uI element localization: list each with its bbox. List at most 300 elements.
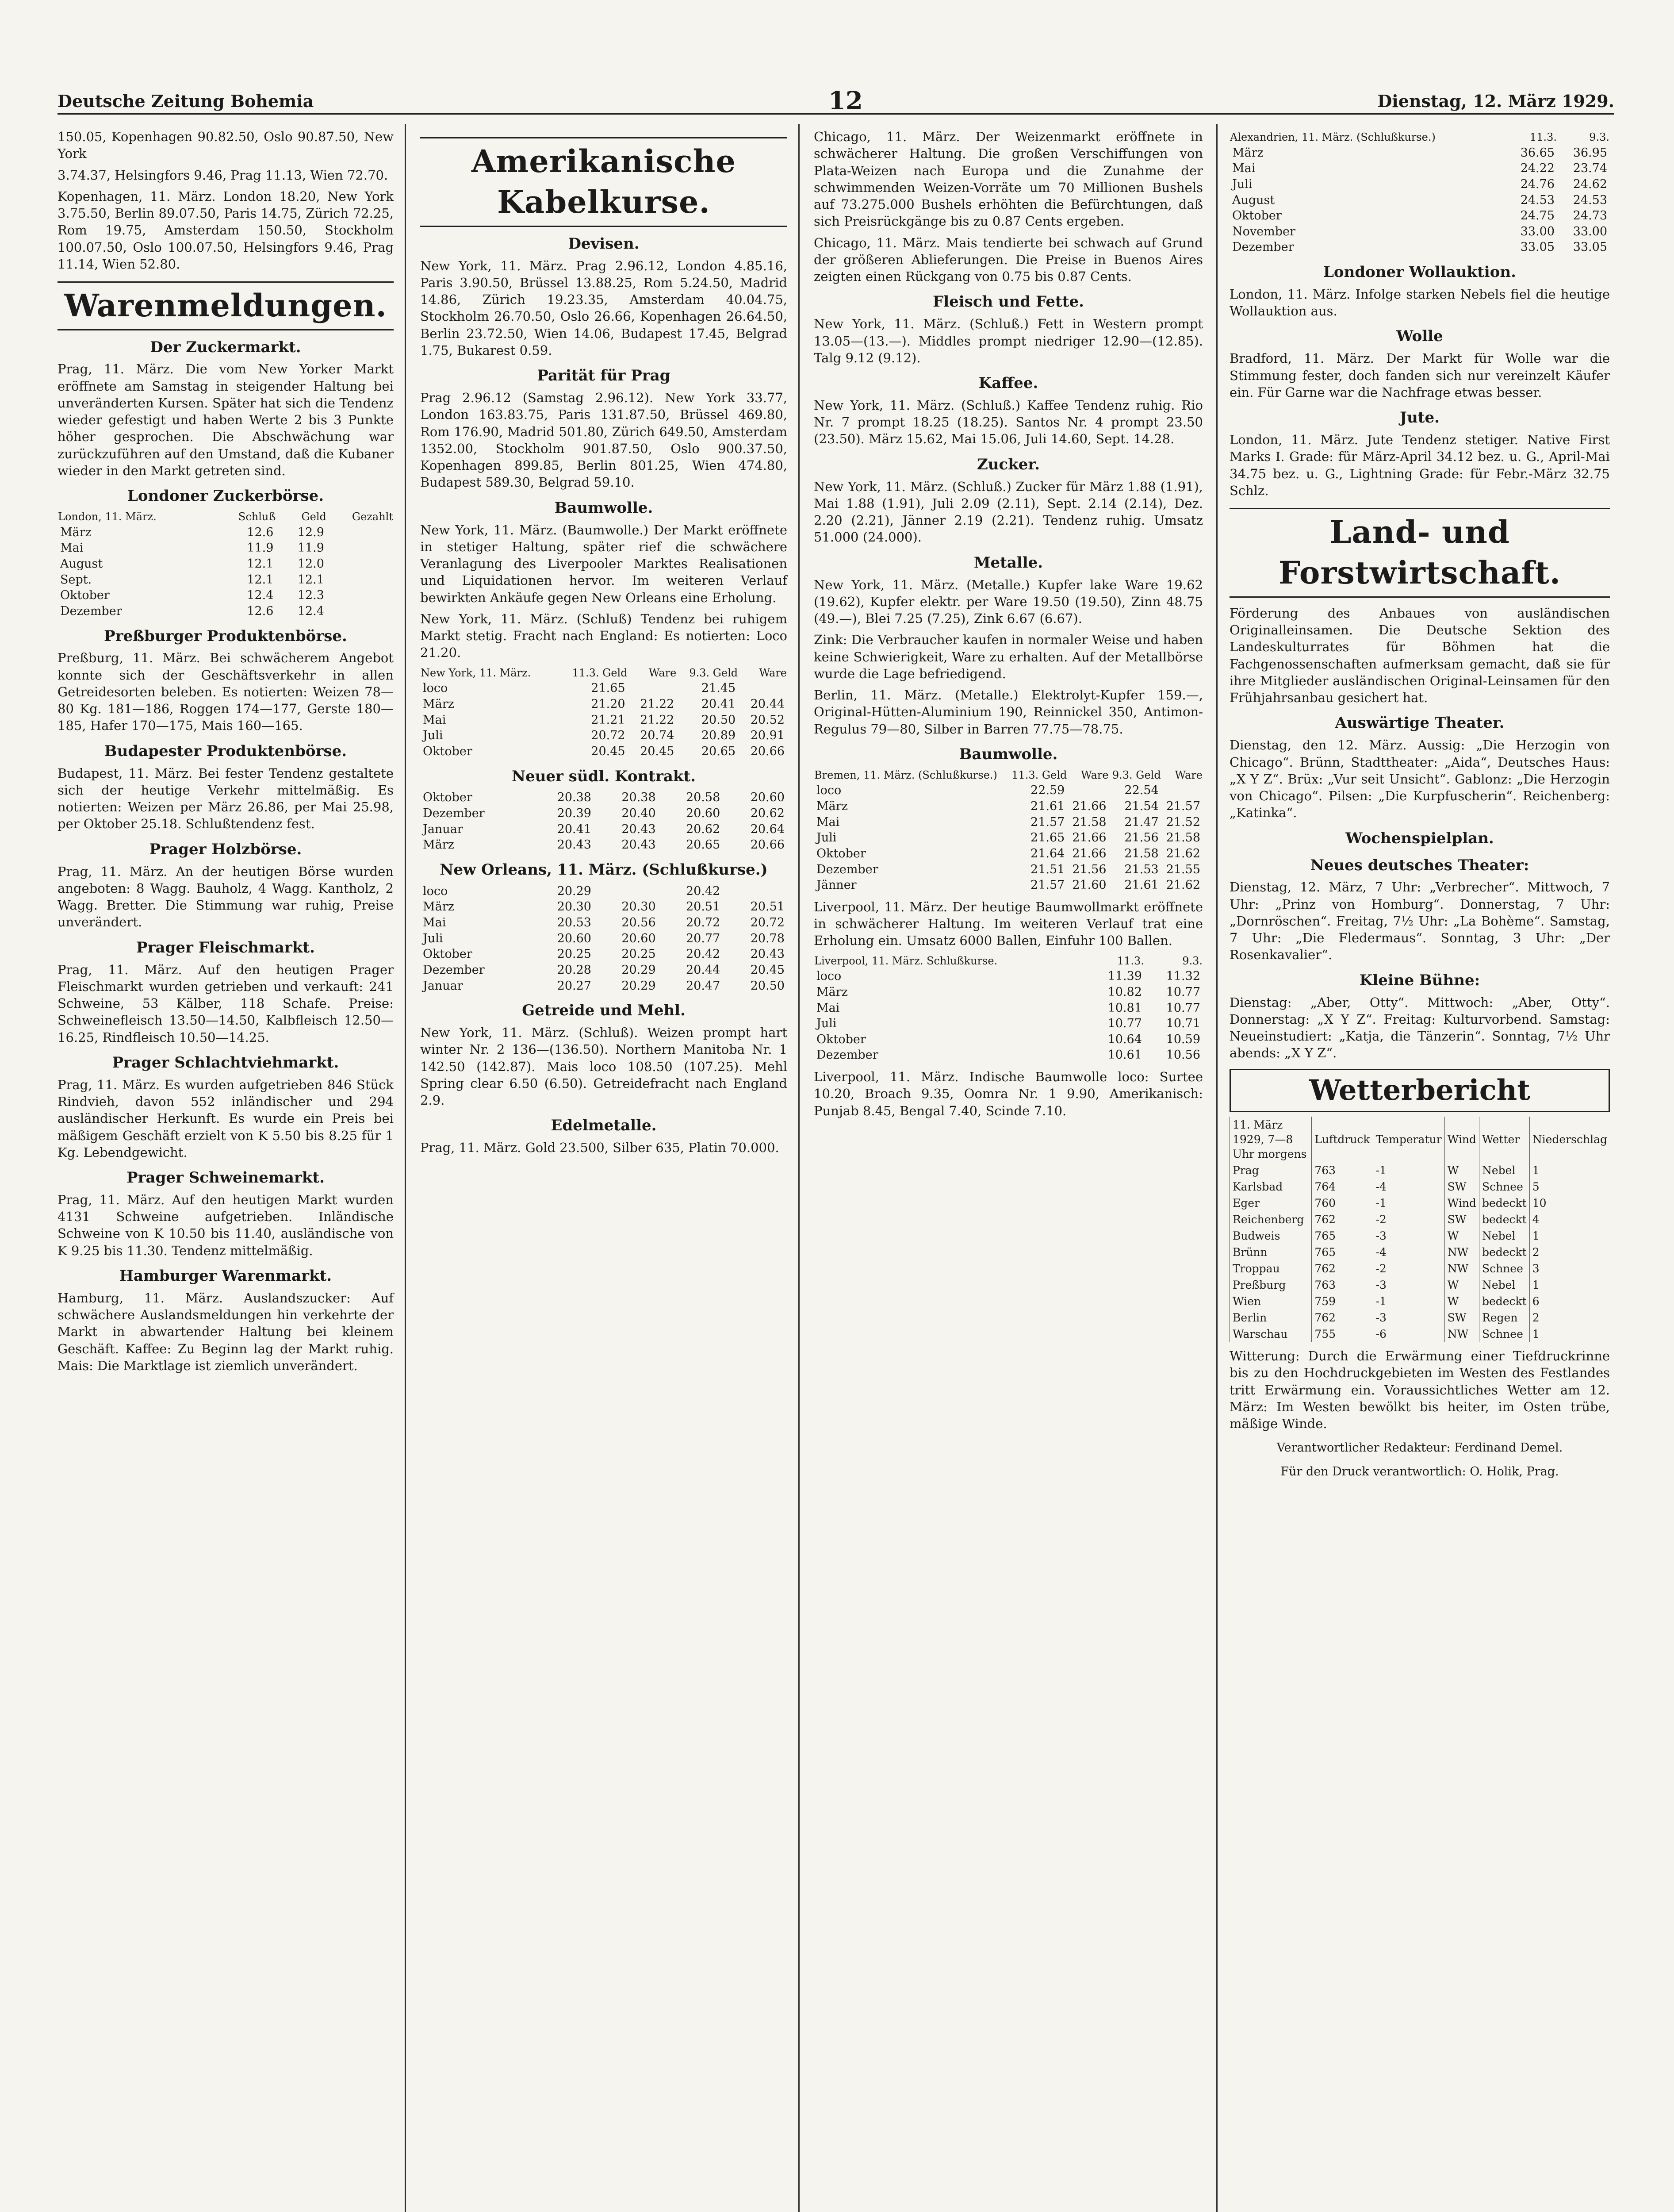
table-cell: 20.30	[621, 900, 656, 914]
table-cell: loco	[816, 783, 842, 798]
table-cell	[1161, 783, 1203, 799]
table-cell: loco	[423, 884, 448, 898]
article-text: Berlin, 11. März. (Metalle.) Elektrolyt-Kupfer 159.—, Original-Hütten-Aluminium 190, Reinnickel 350, Antimon-Regulus 79—80, Silber in Barren 77.75—78.75.	[814, 687, 1203, 737]
table-title: Neuer südl. Kontrakt.	[512, 767, 696, 785]
table-cell: 20.72	[686, 916, 720, 930]
table-cell: 21.65	[591, 681, 625, 695]
column-3	[814, 128, 1203, 1124]
table-cell: 10	[1529, 1195, 1610, 1211]
table-cell: Juli	[816, 831, 837, 845]
table-cell: 20.66	[750, 838, 785, 852]
table-header-row	[1230, 130, 1610, 145]
section-title: Warenmeldungen.	[57, 281, 394, 330]
article-text: Dienstag, den 12. März. Aussig: „Die Herzogin von Chicago“. Brünn, Stadttheater: „Aida“, Deutsches Haus: „X Y Z“. Brüx: „Vur seit Unsicht“. Gablonz: „Die Herzogin von Chicago“. Pilsen: „Die Kurpfuscherin“. Reichenberg: „Katinka“.	[1230, 737, 1610, 821]
table-cell: 20.38	[557, 791, 591, 805]
table-cell: 21.66	[1072, 831, 1107, 845]
table-cell: Dezember	[60, 604, 122, 618]
table-cell: 1	[1529, 1228, 1610, 1244]
table-cell: 20.25	[557, 947, 591, 961]
article-heading: Parität für Prag	[537, 367, 670, 385]
table-row	[420, 728, 787, 744]
article-heading: Wolle	[1396, 327, 1443, 346]
article-text: Preßburg, 11. März. Bei schwächerem Angebot konnte sich der Geschäftsverkehr in allen Getreidesorten beleben. Es notierten: Weizen 78—80 Kg. 181—186, Roggen 174—177, Gerste 180—185, Hafer 170—175, Mais 160—165.	[57, 650, 394, 733]
article-heading: Hamburger Warenmarkt.	[119, 1267, 332, 1285]
column-divider	[405, 124, 406, 2212]
table-header: Gezahlt	[352, 511, 393, 523]
table-cell: Schnee	[1479, 1179, 1529, 1195]
table-cell: Dezember	[816, 1048, 878, 1062]
table-cell: loco	[423, 681, 448, 695]
table-header: Liverpool, 11. März. Schlußkurse.	[814, 954, 998, 967]
table-cell: -3	[1373, 1228, 1444, 1244]
table-cell: 21.21	[591, 713, 625, 727]
table-cell: 20.50	[701, 713, 736, 727]
table-row	[1230, 1244, 1610, 1260]
article-text: Prag 2.96.12 (Samstag 2.96.12). New York 33.77, London 163.83.75, Paris 131.87.50, Brüssel 469.80, Rom 176.90, Madrid 501.80, Zürich 649.50, Amsterdam 1352.00, Stockholm 901.87.50, Oslo 900.37.50, Kopenhagen 899.85, Berlin 801.25, Wien 474.80, Budapest 589.30, Belgrad 59.10.	[420, 390, 787, 490]
table-cell: 20.41	[701, 697, 736, 711]
table-cell: -6	[1373, 1326, 1444, 1342]
table-cell: SW	[1444, 1211, 1479, 1228]
table-cell: Juli	[423, 931, 443, 945]
table-cell: 21.45	[701, 681, 736, 695]
table-cell: 20.74	[640, 729, 674, 743]
table-cell: Mai	[1232, 161, 1256, 176]
page-number: 12	[828, 86, 863, 115]
table-cell: März	[423, 838, 454, 852]
table-row	[814, 877, 1203, 893]
table-cell	[1067, 783, 1109, 799]
table-cell: 20.60	[686, 806, 720, 821]
masthead-name: Deutsche Zeitung Bohemia	[57, 91, 314, 111]
weather-table	[1230, 1117, 1610, 1342]
article-text: New York, 11. März. (Schluß.) Zucker für März 1.88 (1.91), Mai 1.88 (1.91), Juli 2.09 (2.11), Sept. 2.14 (2.14), Dez. 2.20 (2.21), Jänner 2.19 (2.21). Tendenz ruhig. Umsatz 51.000 (24.000).	[814, 479, 1203, 545]
column-divider	[798, 124, 800, 2212]
table-cell: Oktober	[423, 947, 472, 961]
table-cell: 21.66	[1072, 846, 1107, 860]
table-cell: -3	[1373, 1310, 1444, 1326]
table-cell: Oktober	[423, 791, 472, 805]
table-cell: 21.61	[1124, 878, 1159, 892]
table-cell: März	[816, 799, 848, 814]
article-heading: Edelmetalle.	[551, 1117, 657, 1135]
table-cell: 20.44	[750, 697, 785, 711]
table-header-row	[814, 768, 1203, 783]
table-cell: 3	[1529, 1260, 1610, 1277]
article-heading: Zucker.	[977, 455, 1040, 473]
table-header-row	[57, 510, 394, 525]
issue-date: Dienstag, 12. März 1929.	[1377, 91, 1614, 111]
table-cell: 21.58	[1124, 846, 1159, 860]
sugar-quotes-table	[57, 510, 394, 619]
table-cell: 24.53	[1573, 193, 1607, 207]
table-header: 11.3. Geld	[572, 666, 628, 679]
table-cell: 20.27	[557, 979, 591, 993]
table-cell	[327, 525, 394, 541]
table-cell: 20.60	[750, 791, 785, 805]
table-header: Ware	[1081, 768, 1109, 781]
table-row	[57, 525, 394, 541]
table-cell: -4	[1373, 1179, 1444, 1195]
table-cell: 10.81	[1107, 1001, 1142, 1015]
cotton-quotes-table	[420, 666, 787, 760]
table-cell	[327, 572, 394, 588]
table-cell: 10.82	[1107, 985, 1142, 999]
article-text: Dienstag, 12. März, 7 Uhr: „Verbrecher“. Mittwoch, 7 Uhr: „Prinz von Homburg“. Donnerstag, 7 Uhr: „Dornröschen“. Freitag, 7½ Uhr: „La Bohème“. Samstag, 7 Uhr: „Die Fledermaus“. Sonntag, 3 Uhr: „Der Rosenkavalier“.	[1230, 879, 1610, 963]
table-cell: 20.43	[621, 838, 656, 852]
table-cell: 21.55	[1166, 862, 1200, 876]
table-cell: Dezember	[1232, 240, 1294, 254]
table-header: 9.3. Geld	[689, 666, 738, 679]
table-cell: Oktober	[816, 846, 866, 860]
table-cell	[327, 540, 394, 556]
table-cell: März	[423, 697, 454, 711]
table-cell: 20.66	[750, 744, 785, 758]
table-cell: Mai	[816, 815, 840, 829]
table-cell: W	[1444, 1277, 1479, 1293]
table-header: Temperatur	[1373, 1117, 1444, 1162]
exchange-rates-text: 150.05, Kopenhagen 90.82.50, Oslo 90.87.50, New York	[57, 129, 394, 161]
table-row	[814, 968, 1203, 984]
article-text: New York, 11. März. (Baumwolle.) Der Markt eröffnete in stetiger Haltung, später rief die schwächere Veranlagung des Liverpooler Marktes Realisationen und Liquidationen hervor. Im weiteren Verlauf bewirkten Ankäufe gegen New Orleans eine Erholung.	[420, 522, 787, 605]
article-text: Prag, 11. März. An der heutigen Börse wurden angeboten: 8 Wagg. Bauholz, 4 Wagg. Kantholz, 2 Wagg. Bretter. Die Stimmung war ruhig, Preise unverändert.	[57, 864, 394, 930]
table-cell: NW	[1444, 1260, 1479, 1277]
table-cell: 20.29	[557, 884, 591, 898]
table-cell: bedeckt	[1479, 1244, 1529, 1260]
table-row	[1230, 224, 1610, 240]
table-row	[1230, 1293, 1610, 1310]
table-cell: 20.40	[621, 806, 656, 821]
table-cell: 21.56	[1072, 862, 1107, 876]
table-row	[1230, 1179, 1610, 1195]
article-text: New York, 11. März. (Schluß.) Fett in Western prompt 13.05—(13.—). Middles prompt niedriger 12.90—(12.85). Talg 9.12 (9.12).	[814, 316, 1203, 365]
table-cell: 20.44	[686, 963, 720, 977]
table-row	[814, 862, 1203, 878]
table-row	[420, 696, 787, 712]
table-row	[1230, 1162, 1610, 1179]
table-cell: 24.73	[1573, 209, 1607, 223]
table-cell: 4	[1529, 1211, 1610, 1228]
table-cell: 20.65	[686, 838, 720, 852]
table-cell: 10.56	[1166, 1048, 1200, 1062]
table-cell: NW	[1444, 1244, 1479, 1260]
table-row	[1230, 192, 1610, 208]
table-header: Alexandrien, 11. März. (Schlußkurse.)	[1230, 131, 1436, 143]
article-heading: Prager Schlachtviehmarkt.	[112, 1053, 339, 1071]
table-cell: 20.45	[640, 744, 674, 758]
table-row	[814, 1032, 1203, 1048]
table-cell: Preßburg	[1230, 1277, 1312, 1293]
exchange-rates-text: 3.74.37, Helsingfors 9.46, Prag 11.13, Wien 72.70.	[57, 167, 388, 183]
table-cell: 24.62	[1573, 177, 1607, 191]
article-text: Förderung des Anbaues von ausländischen Originalleinsamen. Die Deutsche Sektion des Landeskulturrates für Böhmen hat die Fachgenossenschaften aufmerksam gemacht, daß sie für ihre Mitglieder ausländischen Original-Leinsamen für den Frühjahrsanbau gesichert hat.	[1230, 605, 1610, 706]
table-cell: 21.60	[1072, 878, 1107, 892]
table-cell: Reichenberg	[1230, 1211, 1312, 1228]
table-cell: 21.66	[1072, 799, 1107, 814]
table-row	[420, 931, 787, 947]
table-cell: 21.57	[1030, 815, 1065, 829]
table-cell: 21.53	[1124, 862, 1159, 876]
table-cell: 12.1	[247, 557, 274, 571]
article-subheading: Neues deutsches Theater:	[1310, 856, 1529, 874]
table-cell: 20.50	[750, 979, 785, 993]
table-cell: 10.71	[1166, 1017, 1200, 1031]
table-cell: Dezember	[423, 806, 485, 821]
table-cell: Jänner	[816, 878, 857, 892]
table-cell: Januar	[423, 979, 463, 993]
table-header: Geld	[301, 511, 326, 523]
table-cell: 10.64	[1107, 1032, 1142, 1046]
table-cell: 20.77	[686, 931, 720, 945]
article-text: Prag, 11. März. Auf den heutigen Markt wurden 4131 Schweine aufgetrieben. Inländische Schweine von K 10.50 bis 11.40, ausländische von K 9.25 bis 11.30. Tendenz mittelmäßig.	[57, 1192, 394, 1258]
table-row	[814, 1047, 1203, 1063]
table-cell	[738, 680, 787, 696]
article-heading: Metalle.	[973, 553, 1043, 572]
article-text: New York, 11. März. (Schluß.) Kaffee Tendenz ruhig. Rio Nr. 7 prompt 18.25 (18.25). Santos Nr. 4 prompt 23.50 (23.50). März 15.62, Mai 15.06, Juli 14.60, Sept. 14.28.	[814, 397, 1203, 447]
table-cell: 762	[1312, 1211, 1373, 1228]
table-cell: 10.77	[1107, 1017, 1142, 1031]
article-heading: Der Zuckermarkt.	[150, 338, 301, 356]
liverpool-table	[814, 954, 1203, 1063]
table-row	[420, 962, 787, 978]
table-cell: März	[423, 900, 454, 914]
table-row	[57, 603, 394, 619]
table-cell: 20.52	[750, 713, 785, 727]
table-row	[814, 1016, 1203, 1032]
table-cell: 20.43	[557, 838, 591, 852]
table-cell: 755	[1312, 1326, 1373, 1342]
table-row	[1230, 1195, 1610, 1211]
exchange-rates-text: Kopenhagen, 11. März. London 18.20, New York 3.75.50, Berlin 89.07.50, Paris 14.75, Zürich 72.25, Rom 19.75, Amsterdam 150.50, Stockholm 100.07.50, Oslo 100.07.50, Helsingfors 9.46, Prag 11.14, Wien 52.80.	[57, 188, 394, 272]
table-cell: 20.29	[621, 963, 656, 977]
table-cell: 33.05	[1573, 240, 1607, 254]
article-heading: Jute.	[1400, 409, 1440, 427]
table-cell: 21.57	[1030, 878, 1065, 892]
table-cell	[327, 556, 394, 572]
article-text: Budapest, 11. März. Bei fester Tendenz gestaltete sich der heutige Verkehr mittelmäßig. Es notierten: Weizen per März 26.86, per Mai 25.98, per Oktober 25.18. Schlußtendenz fest.	[57, 765, 394, 832]
table-cell: 20.91	[750, 729, 785, 743]
table-header: Luftdruck	[1312, 1117, 1373, 1162]
southern-contract-table	[420, 790, 787, 853]
table-cell: 20.47	[686, 979, 720, 993]
table-cell: 21.52	[1166, 815, 1200, 829]
table-cell: 20.28	[557, 963, 591, 977]
article-text: New York, 11. März. Prag 2.96.12, London 4.85.16, Paris 3.90.50, Brüssel 13.88.25, Rom 5.24.50, Madrid 14.86, Zürich 19.23.35, Amsterdam 40.04.75, Stockholm 26.70.50, Oslo 26.66, Kopenhagen 26.64.50, Berlin 23.72.50, Wien 14.06, Budapest 17.45, Belgrad 1.75, Bukarest 0.59.	[420, 258, 787, 358]
table-cell	[723, 883, 787, 899]
table-cell: 20.42	[686, 884, 720, 898]
table-row	[420, 712, 787, 728]
table-cell: 33.00	[1520, 224, 1555, 238]
article-text: Bradford, 11. März. Der Markt für Wolle war die Stimmung fester, doch fanden sich nur vereinzelt Käufer ein. Für Garne war die Nachfrage etwas besser.	[1230, 351, 1610, 400]
table-row	[814, 814, 1203, 830]
table-cell: 764	[1312, 1179, 1373, 1195]
table-cell: 12.1	[247, 572, 274, 587]
table-header: Schluß	[238, 511, 276, 523]
page-header	[57, 88, 1614, 115]
table-row	[1230, 1310, 1610, 1326]
table-title: New Orleans, 11. März. (Schlußkurse.)	[440, 860, 768, 879]
table-cell: 24.76	[1520, 177, 1555, 191]
table-cell: Oktober	[423, 744, 472, 758]
table-header: 9.3.	[1589, 131, 1609, 143]
table-header: 11.3.	[1117, 954, 1144, 967]
table-cell: Juli	[1232, 177, 1253, 191]
table-cell: Warschau	[1230, 1326, 1312, 1342]
table-row	[420, 915, 787, 931]
section-title: Land- und Forstwirtschaft.	[1230, 508, 1610, 598]
table-cell: 12.4	[297, 604, 324, 618]
article-subheading: Kleine Bühne:	[1359, 971, 1480, 989]
table-row	[420, 837, 787, 853]
table-cell: 22.59	[1030, 783, 1065, 798]
table-cell: Schnee	[1479, 1260, 1529, 1277]
table-row	[420, 899, 787, 915]
table-cell: 12.4	[247, 588, 274, 603]
table-cell: 21.57	[1166, 799, 1200, 814]
table-cell: 21.22	[640, 697, 674, 711]
table-cell: November	[1232, 224, 1295, 238]
table-cell: 24.53	[1520, 193, 1555, 207]
table-header-row	[814, 954, 1203, 969]
article-heading: Preßburger Produktenbörse.	[104, 627, 347, 645]
table-cell: 21.22	[640, 713, 674, 727]
article-text: Chicago, 11. März. Der Weizenmarkt eröffnete in schwächerer Haltung. Die großen Verschiffungen von Plata-Weizen nach Europa und die Zunahme der schwimmenden Weizen-Vorräte um 70 Millionen Bushels auf 73.275.000 Bushels erhöhten die Befürchtungen, daß sich Preisrückgänge bis zu 0.87 Cents ergeben.	[814, 129, 1203, 229]
table-cell: 20.62	[686, 822, 720, 836]
table-cell: 21.62	[1166, 878, 1200, 892]
table-cell: Dezember	[423, 963, 485, 977]
table-cell: 10.61	[1107, 1048, 1142, 1062]
table-cell: 22.54	[1124, 783, 1159, 798]
table-header: Ware	[1175, 768, 1203, 781]
table-row	[420, 946, 787, 962]
table-cell: 21.58	[1072, 815, 1107, 829]
table-cell: 20.72	[750, 916, 785, 930]
table-cell: 765	[1312, 1244, 1373, 1260]
table-cell	[327, 588, 394, 603]
editor-credit: Verantwortlicher Redakteur: Ferdinand Demel.	[1276, 1441, 1563, 1455]
table-header: Wetter	[1479, 1117, 1529, 1162]
table-cell: 1	[1529, 1326, 1610, 1342]
table-row	[420, 978, 787, 994]
table-cell: 12.9	[297, 525, 324, 539]
article-heading: Devisen.	[568, 234, 640, 253]
table-cell: 20.30	[557, 900, 591, 914]
table-cell: SW	[1444, 1179, 1479, 1195]
table-cell: 21.54	[1124, 799, 1159, 814]
table-cell: -2	[1373, 1211, 1444, 1228]
weather-report-title: Wetterbericht	[1230, 1069, 1610, 1112]
table-cell: Juli	[816, 1017, 837, 1031]
table-row	[814, 1000, 1203, 1016]
table-cell: Prag	[1230, 1162, 1312, 1179]
column-4	[1230, 128, 1610, 1480]
table-row	[1230, 208, 1610, 224]
table-cell	[628, 680, 677, 696]
table-cell: Wind	[1444, 1195, 1479, 1211]
table-cell: 765	[1312, 1228, 1373, 1244]
article-text: Prag, 11. März. Auf den heutigen Prager Fleischmarkt wurden getrieben und verkauft: 241 Schweine, 53 Kälber, 118 Schafe. Preise: Schweinefleisch 13.50—14.50, Kalbfleisch 12.50—16.25, Rindfleisch 10.50—14.25.	[57, 962, 394, 1045]
table-cell: Mai	[816, 1001, 840, 1015]
table-cell: bedeckt	[1479, 1211, 1529, 1228]
table-header: New York, 11. März.	[421, 666, 531, 679]
table-row	[814, 846, 1203, 862]
table-cell: bedeckt	[1479, 1195, 1529, 1211]
table-header: Ware	[759, 666, 787, 679]
table-cell: W	[1444, 1293, 1479, 1310]
table-header: 9.3.	[1182, 954, 1203, 967]
table-row	[420, 806, 787, 822]
table-row	[814, 830, 1203, 846]
table-header: Ware	[648, 666, 677, 679]
table-row	[1230, 1277, 1610, 1293]
table-cell: Troppau	[1230, 1260, 1312, 1277]
table-cell: Schnee	[1479, 1326, 1529, 1342]
table-cell: 21.58	[1166, 831, 1200, 845]
table-row	[814, 984, 1203, 1000]
table-cell: 21.47	[1124, 815, 1159, 829]
table-cell: 20.39	[557, 806, 591, 821]
table-header: London, 11. März.	[58, 511, 157, 523]
table-cell: 12.3	[297, 588, 324, 603]
table-cell: 12.1	[297, 572, 324, 587]
table-cell: 10.77	[1166, 1001, 1200, 1015]
table-cell: 20.38	[621, 791, 656, 805]
table-cell: 10.77	[1166, 985, 1200, 999]
table-row	[814, 783, 1203, 799]
article-heading: Prager Fleischmarkt.	[136, 938, 315, 956]
table-cell: 763	[1312, 1162, 1373, 1179]
table-cell: W	[1444, 1228, 1479, 1244]
article-text: Chicago, 11. März. Mais tendierte bei schwach auf Grund der größeren Ablieferungen. Die Preise in Buenos Aires zeigten einen Rückgang von 0.75 bis 0.87 Cents.	[814, 235, 1203, 284]
table-header: Niederschlag	[1529, 1117, 1610, 1162]
table-cell: 11.32	[1166, 969, 1200, 983]
table-header: Bremen, 11. März. (Schlußkurse.)	[814, 768, 997, 781]
article-text: Prag, 11. März. Gold 23.500, Silber 635, Platin 70.000.	[420, 1140, 779, 1156]
table-cell: 20.64	[750, 822, 785, 836]
table-header-row	[420, 666, 787, 681]
table-cell: Januar	[423, 822, 463, 836]
table-cell: 10.59	[1166, 1032, 1200, 1046]
table-cell: März	[1232, 146, 1264, 160]
article-text: London, 11. März. Jute Tendenz stetiger. Native First Marks I. Grade: für März-April 34.12 bez. u. G., April-Mai 34.75 bez. u. G., Lightning Grade: für Febr.-März 32.75 Schlz.	[1230, 432, 1610, 498]
table-cell: 24.75	[1520, 209, 1555, 223]
article-text: Liverpool, 11. März. Der heutige Baumwollmarkt eröffnete in schwächerer Haltung. Im weiteren Verlauf trat eine Erholung ein. Umsatz 6000 Ballen, Einfuhr 100 Ballen.	[814, 899, 1203, 949]
article-heading: Baumwolle.	[554, 499, 653, 517]
table-cell: Nebel	[1479, 1228, 1529, 1244]
table-row	[1230, 1326, 1610, 1342]
table-cell: Sept.	[60, 572, 92, 587]
table-cell: Eger	[1230, 1195, 1312, 1211]
table-cell: Mai	[423, 916, 446, 930]
table-cell: 20.43	[621, 822, 656, 836]
table-cell: Mai	[60, 541, 84, 555]
table-row	[420, 790, 787, 806]
article-heading: Auswärtige Theater.	[1335, 714, 1505, 732]
article-heading: Prager Schweinemarkt.	[126, 1169, 325, 1187]
table-row	[1230, 1211, 1610, 1228]
table-cell: -1	[1373, 1162, 1444, 1179]
table-cell: 20.56	[621, 916, 656, 930]
article-text: Witterung: Durch die Erwärmung einer Tiefdruckrinne bis zu den Hochdruckgebieten im Westen des Festlandes tritt Erwärmung ein. Voraussichtliches Wetter am 12. März: Im Westen bewölkt bis heiter, im Osten trübe, mäßige Winde.	[1230, 1348, 1610, 1432]
table-cell: 23.74	[1573, 161, 1607, 176]
table-row	[1230, 239, 1610, 255]
table-cell: Nebel	[1479, 1277, 1529, 1293]
table-cell: 20.51	[750, 900, 785, 914]
table-cell: 20.42	[686, 947, 720, 961]
table-cell: 12.6	[247, 525, 274, 539]
table-cell: -3	[1373, 1277, 1444, 1293]
table-cell: 20.45	[750, 963, 785, 977]
article-text: New York, 11. März. (Schluß). Weizen prompt hart winter Nr. 2 136—(136.50). Northern Manitoba Nr. 1 142.50 (142.87). Mais loco 108.50 (107.25). Mehl Spring clear 6.50 (6.50). Getreidefracht nach England 2.9.	[420, 1025, 787, 1108]
